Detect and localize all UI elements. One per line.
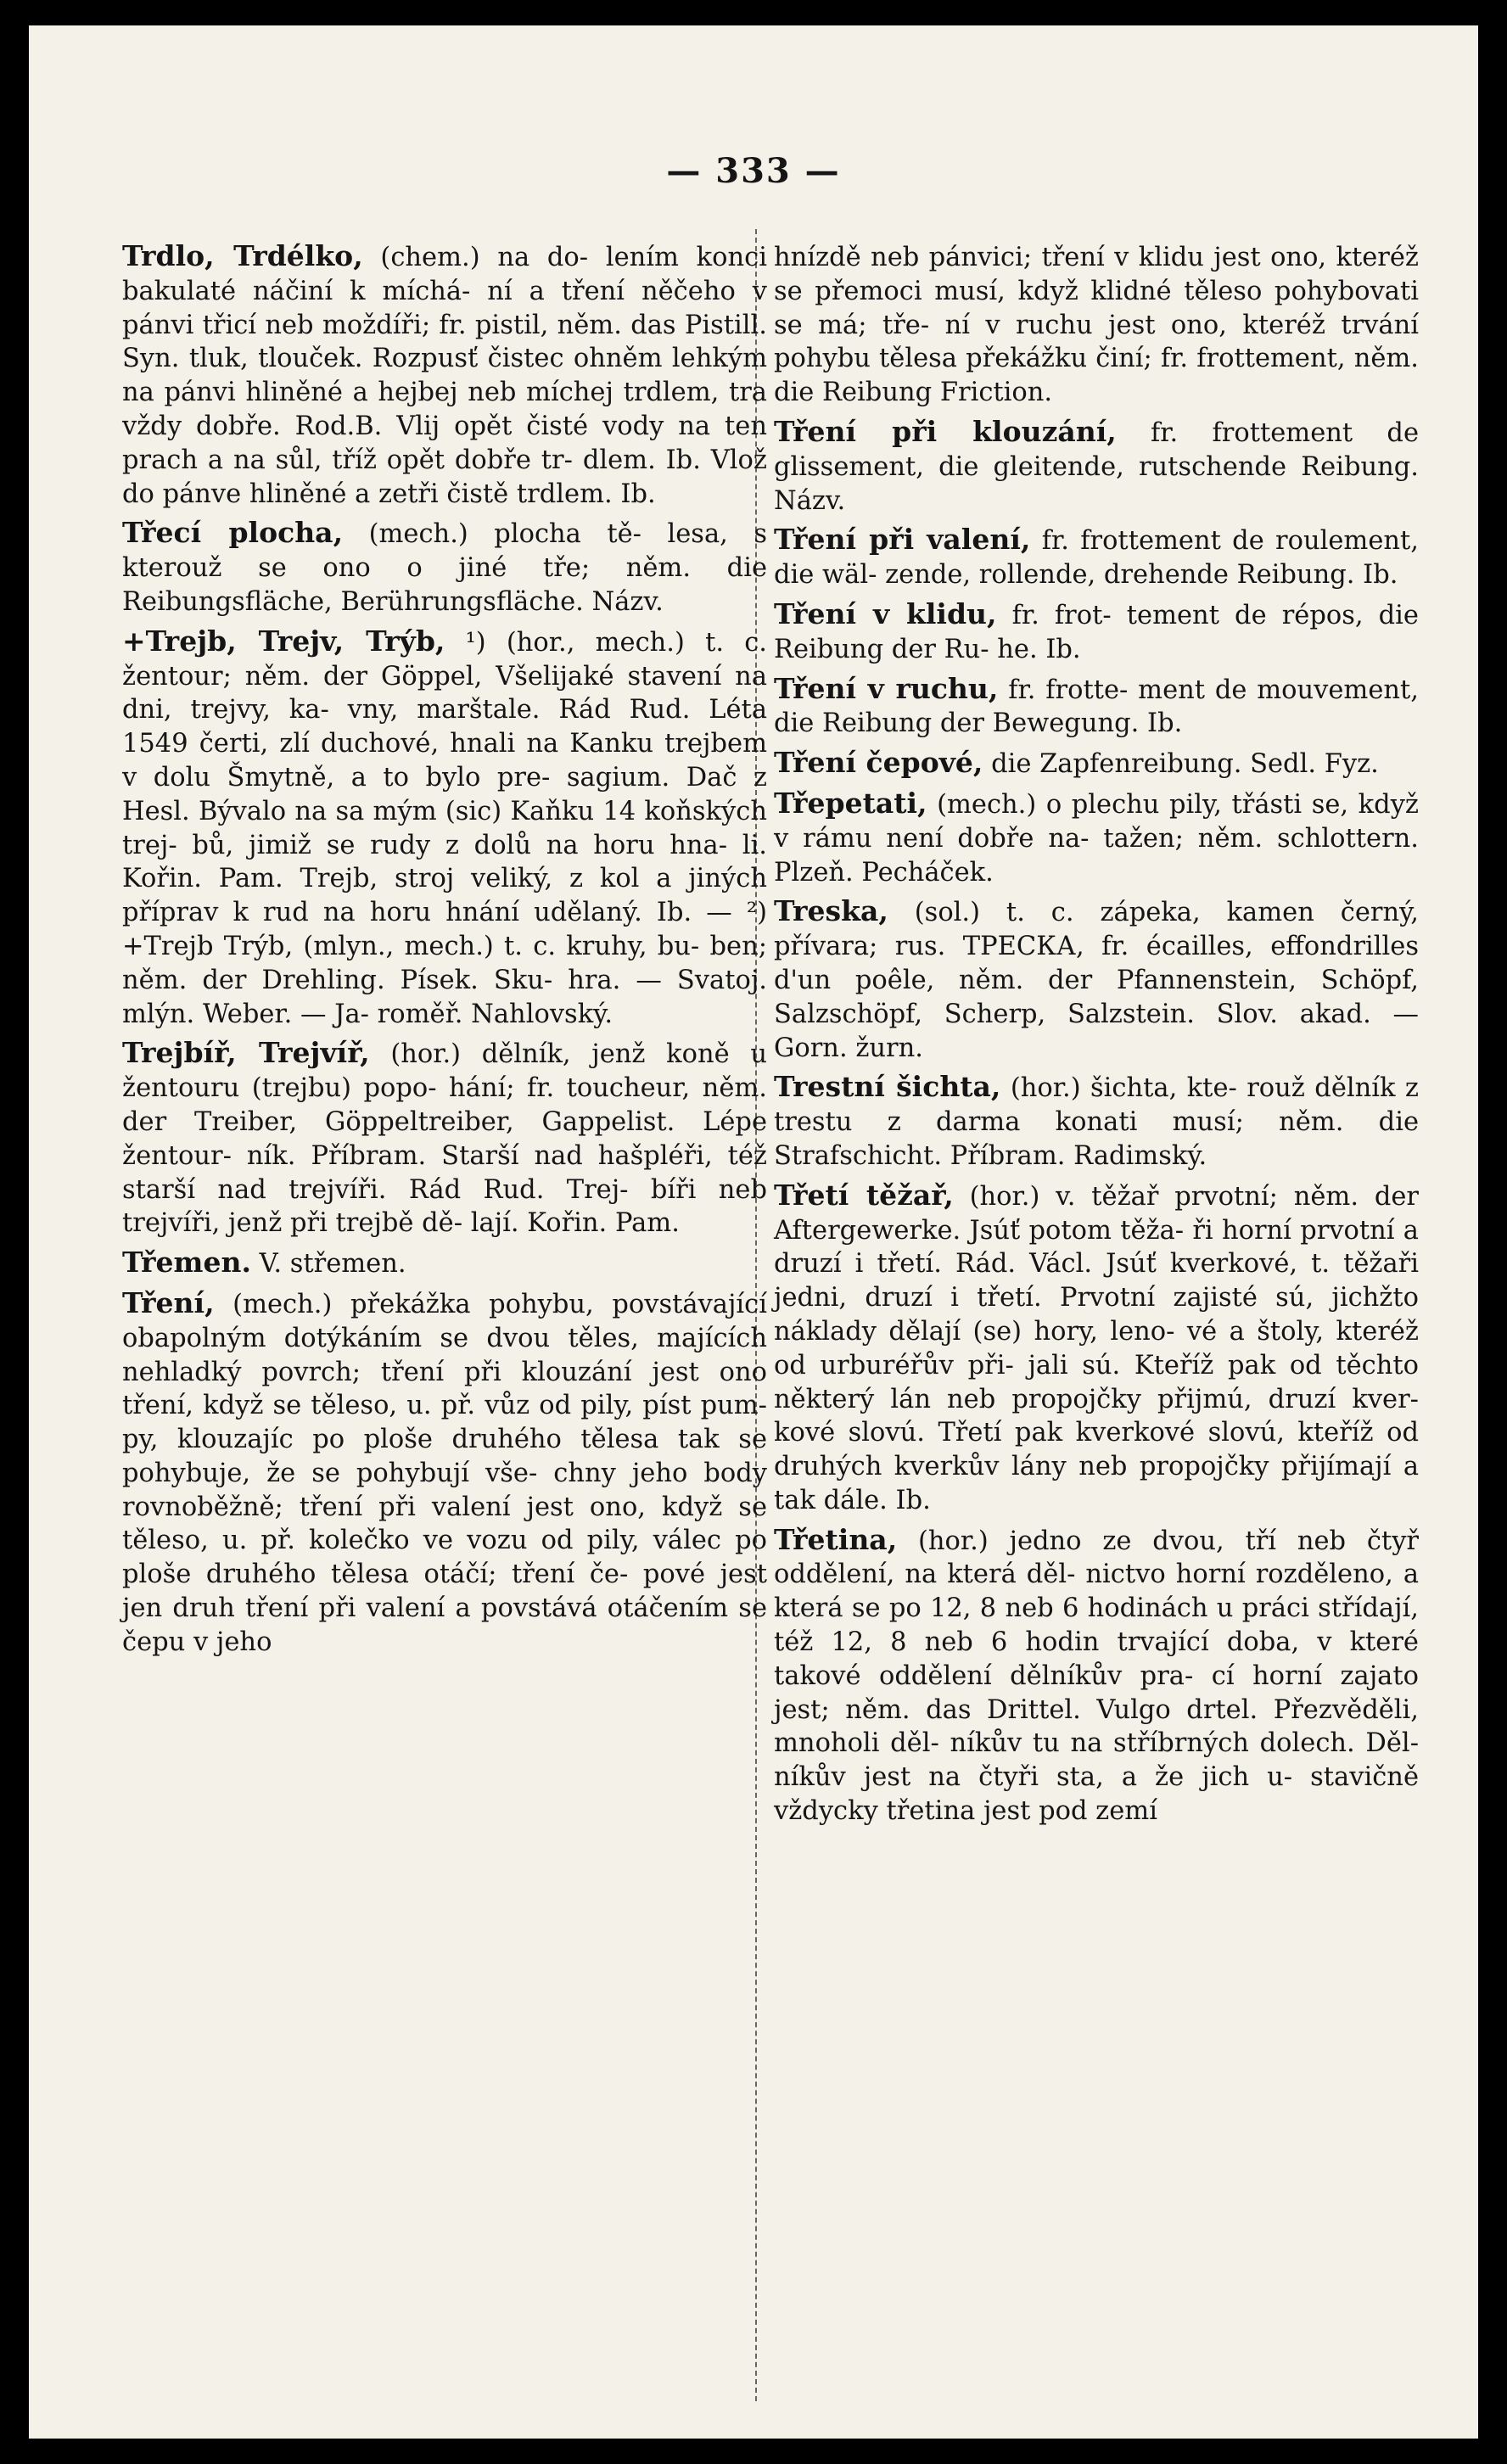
entry-text: fr. frot- tement de répos, die Reibung der Ru- he. Ib. (774, 600, 1419, 664)
entry-text: (mech.) plocha tě- lesa, s kterouž se ono o jiné tře; něm. die Reibungsfläche, Berührungsfläche. Názv. (122, 519, 768, 617)
entry-text: (chem.) na do- lením konci bakulaté náčiní k míchá- ní a tření něčeho v pánvi třicí neb moždíři; fr. pistil, něm. das Pistill. Syn. tluk, tlouček. Rozpusť čistec ohněm lehkým na pánvi hliněné a hejbej neb míchej trdlem, tra vždy dobře. Rod.B. Vlij opět čisté vody na ten prach a na sůl, tříž opět dobře tr- dlem. Ib. Vlož do pánve hliněné a zetři čistě trdlem. Ib. (122, 243, 767, 509)
entry-headword: +Trejb, Trejv, Trýb, (122, 624, 445, 658)
dictionary-entry (122, 1246, 767, 1281)
entry-text: (mech.) překážka pohybu, povstávající obapolným dotýkáním se dvou těles, majících nehladký povrch; tření při klouzání jest ono tření, když se těleso, u. př. vůz od pily, píst pum- py, klouzajíc po ploše druhého tělesa tak se pohybuje, že se pohybují vše- chny jeho body rovnoběžně; tření při valení jest ono, když se těleso, u. př. kolečko ve vozu od pily, válec po ploše druhého tělesa otáčí; tření če- pové jest jen druh tření při valení a povstává otáčením se čepu v jeho (122, 1289, 768, 1657)
dictionary-entry (122, 1036, 767, 1240)
entry-headword: Třemen. (122, 1246, 251, 1280)
dictionary-entry (774, 523, 1419, 592)
entry-text: (mech.) o plechu pily, třásti se, když v rámu není dobře na- tažen; něm. schlottern. Plzeň. Pecháček. (774, 789, 1419, 888)
entry-headword: Tření při klouzání, (774, 414, 1117, 448)
dictionary-entry (774, 1070, 1419, 1173)
entry-headword: Třepetati, (774, 786, 927, 820)
entry-text: (hor.) v. těžař prvotní; něm. der Aftergewerke. Jsúť potom těža- ři horní prvotní a druzí i třetí. Rád. Václ. Jsúť kverkové, t. těžaři jedni, druzí i třetí. Prvotní zajisté sú, jichžto náklady dělají (se) hory, leno- vé a štoly, kteréž od urburéřův při- jali sú. Kteříž pak od těchto některý lán neb propojčky přijmú, druzí kver- kové slovú. Třetí pak kverkové slovú, kteříž od druhých kverkův lány neb propojčky přijímají a tak dále. Ib. (774, 1181, 1419, 1515)
entry-text: die Zapfenreibung. Sedl. Fyz. (991, 749, 1379, 780)
dictionary-entry (774, 597, 1419, 667)
left-column (122, 239, 767, 1665)
dictionary-entry (774, 746, 1419, 781)
entry-text: fr. frottement de roulement, die wäl- zende, rollende, drehende Reibung. Ib. (774, 526, 1420, 591)
dictionary-entry (774, 787, 1419, 889)
entry-text: (sol.) t. c. zápeka, kamen černý, přívara; rus. ТРЕСКА, fr. écailles, effondrilles d'un poêle, něm. der Pfannenstein, Schöpf, Salzschöpf, Scherp, Salzstein. Slov. akad. — Gorn. žurn. (774, 898, 1419, 1063)
entry-headword: Tření, (122, 1285, 215, 1319)
entry-headword: Tření v klidu, (774, 596, 997, 630)
entry-headword: Trejbíř, Trejvíř, (122, 1036, 370, 1070)
entry-text: (hor.) šichta, kte- rouž dělník z trestu z darma konati musí; něm. die Strafschicht. Příbram. Radimský. (774, 1073, 1419, 1171)
entry-text: V. střemen. (259, 1249, 406, 1280)
dictionary-entry (774, 672, 1419, 742)
dictionary-entry (774, 1523, 1419, 1828)
entry-text: (hor.) jedno ze dvou, tří neb čtyř oddělení, na která děl- nictvo horní rozděleno, a která se po 12, 8 neb 6 hodinách u práci střídají, též 12, 8 neb 6 hodin trvající doba, v které takové oddělení dělníkův pra- cí horní zajato jest; něm. das Drittel. Vulgo drtel. Přezvěděli, mnoholi děl- níkův tu na stříbrných dolech. Děl- níkův jest na čtyři sta, a že jich u- stavičně vždycky třetina jest pod zemí (774, 1526, 1420, 1827)
dictionary-page (29, 25, 1478, 2439)
dictionary-entry (774, 894, 1419, 1065)
entry-headword: Tření v ruchu, (774, 671, 999, 705)
entry-headword: Třetina, (774, 1522, 898, 1556)
dictionary-entry (774, 1179, 1419, 1518)
entry-text: ¹) (hor., mech.) t. c. žentour; něm. der Göppel, Všelijaké stavení na dni, trejvy, ka- vny, marštale. Rád Rud. Léta 1549 čerti, zlí duchové, hnali na Kanku trejbem v dolu Šmytně, a to bylo pre- sagium. Dač z Hesl. Bývalo na sa mým (sic) Kaňku 14 koňských trej- bů, jimiž se rudy z dolů na horu hna- li. Kořin. Pam. Trejb, stroj veliký, z kol a jiných příprav k rud na horu hnání udělaný. Ib. — ²) +Trejb Trýb, (mlyn., mech.) t. c. kruhy, bu- ben; něm. der Drehling. Písek. Sku- hra. — Svatoj. mlýn. Weber. — Ja- roměř. Nahlovský. (122, 627, 767, 1029)
entry-text: fr. frotte- ment de mouvement, die Reibung der Bewegung. Ib. (774, 675, 1419, 739)
dictionary-entry (774, 415, 1419, 518)
entry-headword: Tření při valení, (774, 523, 1031, 557)
entry-text: fr. frottement de glissement, die gleitende, rutschende Reibung. Názv. (774, 417, 1420, 516)
entry-headword: Třetí těžař, (774, 1178, 954, 1212)
dictionary-entry (122, 516, 767, 619)
dictionary-entry (122, 624, 767, 1032)
entry-headword: Trdlo, Trdélko, (122, 239, 363, 272)
dictionary-entry (122, 1286, 767, 1660)
entry-headword: Tření čepové, (774, 746, 983, 780)
entry-headword: Třecí plocha, (122, 516, 344, 550)
dictionary-entry (122, 239, 767, 511)
dictionary-entry-continuation (774, 239, 1419, 410)
right-column (774, 239, 1419, 1834)
entry-headword: Trestní šichta, (774, 1070, 1001, 1104)
page-number: — 333 — (666, 151, 841, 191)
entry-text: hnízdě neb pánvici; tření v klidu jest ono, kteréž se přemoci musí, když klidné těleso pohybovati se má; tře- ní v ruchu jest ono, kteréž trvání pohybu tělesa překážku činí; fr. frottement, něm. die Reibung Friction. (774, 243, 1419, 408)
entry-headword: Treska, (774, 894, 888, 928)
entry-text: (hor.) dělník, jenž koně u žentouru (trejbu) popo- hání; fr. toucheur, něm. der Treiber, Göppeltreiber, Gappelist. Lépe žentour- ník. Příbram. Starší nad hašpléři, též starší nad trejvíři. Rád Rud. Trej- bíři neb trejvíři, jenž při trejbě dě- lají. Kořin. Pam. (122, 1039, 767, 1239)
